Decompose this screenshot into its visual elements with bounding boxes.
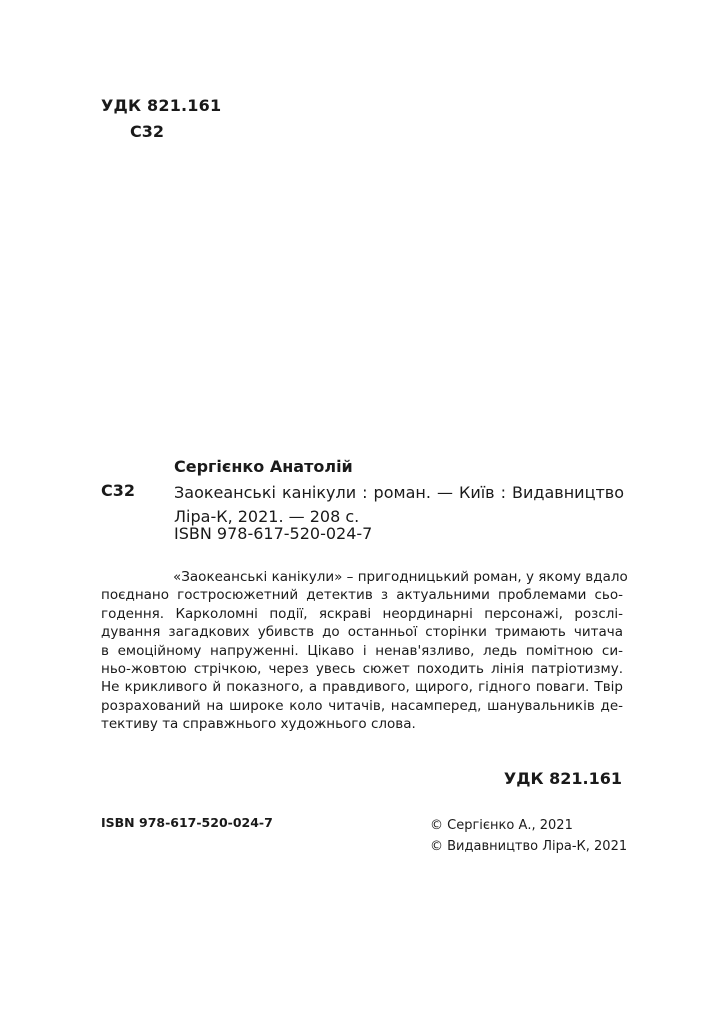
annotation-line: ньо-жовтою стрічкою, через увесь сюжет походить лінія патріотизму. [101,660,623,677]
annotation-line: дування загадкових убивств до останньої сторінки тримають читача [101,624,623,641]
author-code: С32 [101,481,136,500]
annotation-line: годення. Карколомні події, яскраві неординарні персонажі, розслі- [101,605,623,622]
bibliographic-line: Ліра-К, 2021. — 208 с. [174,507,360,526]
copyright-block [430,815,627,857]
author-code-header: С32 [130,122,165,141]
annotation-line: тективу та справжнього художнього слова. [101,716,416,733]
annotation-line: розрахований на широке коло читачів, насамперед, шанувальників де- [101,697,623,714]
copyright-publisher: © Видавництво Ліра-К, 2021 [430,839,628,854]
author-name: Сергієнко Анатолій [174,457,353,476]
annotation-line: «Заокеанські канікули» – пригодницький роман, у якому вдало [173,569,628,585]
annotation [101,568,628,734]
copyright-author: © Сергієнко А., 2021 [430,818,573,833]
bibliographic-line: Заокеанські канікули : роман. — Київ : Видавництво [174,483,624,502]
annotation-line: Не крикливого й показного, а правдивого, щирого, гідного поваги. Твір [101,679,623,696]
udk-header: УДК 821.161 [101,96,222,115]
isbn-footer: ISBN 978-617-520-024-7 [101,815,273,830]
annotation-line: в емоційному напруженні. Цікаво і ненав'язливо, ледь помітною си- [101,642,623,659]
udk-footer: УДК 821.161 [503,769,622,788]
isbn-line: ISBN 978-617-520-024-7 [174,524,373,543]
bibliographic-description [174,481,624,529]
annotation-line: поєднано гостросюжетний детектив з актуальними проблемами сьо- [101,587,623,604]
